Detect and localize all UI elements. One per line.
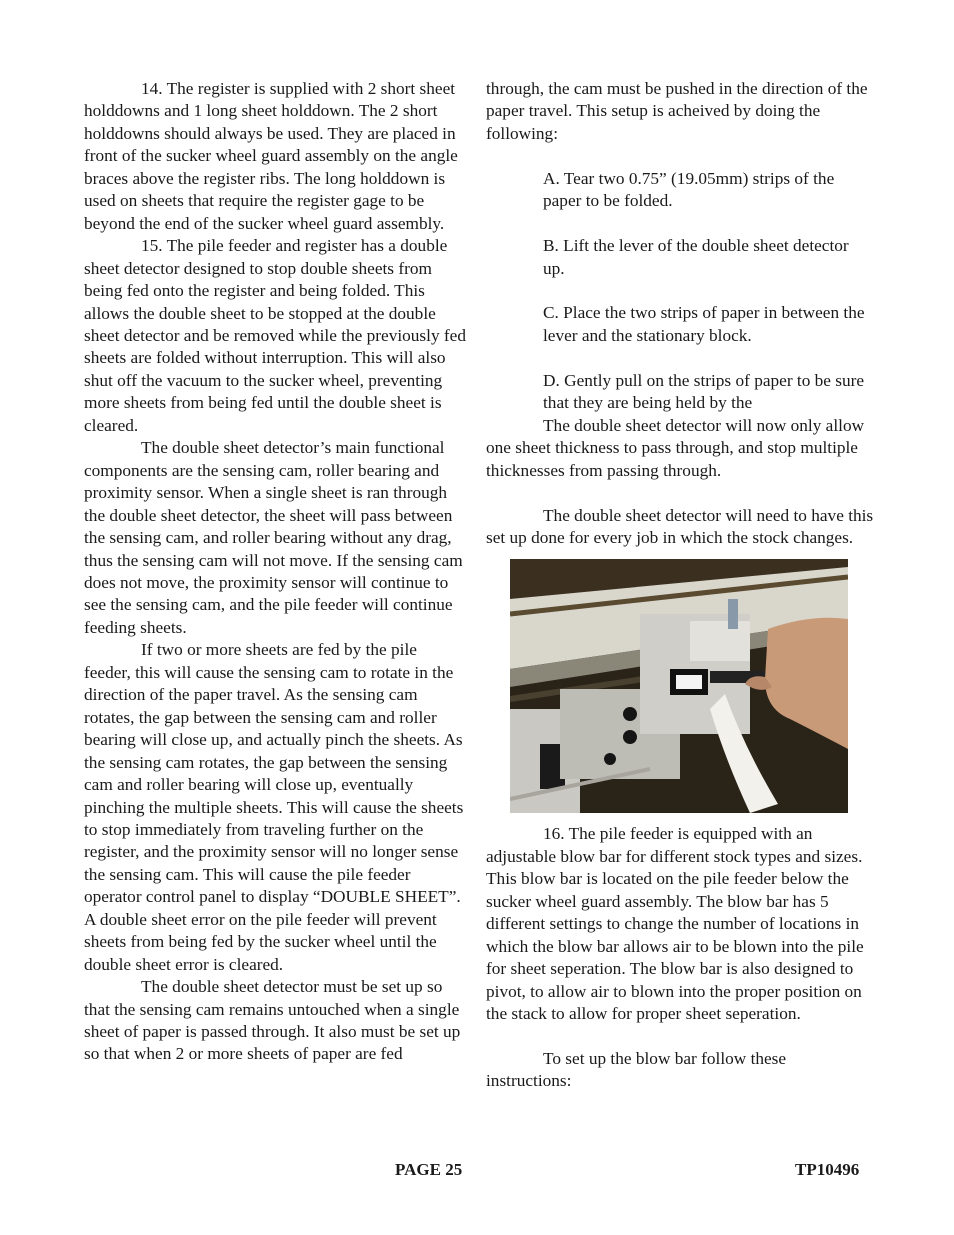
left-paragraph: 14. The register is supplied with 2 short sheet holddowns and 1 long sheet holddown. The 2 short holddowns should always be used. They are placed in front of the sucker wheel guard assembly on the angle braces above the register ribs. The long holddown is used on sheets that require the register gage to be beyond the end of the sucker wheel guard assembly. xyxy=(84,79,458,233)
left-column xyxy=(84,78,468,1066)
left-paragraph: The double sheet detector’s main functional components are the sensing cam, roller bearing and proximity sensor. When a single sheet is ran through the double sheet detector, the sheet will pass between the sensing cam, and roller bearing without any drag, thus the sensing cam will not move. If the sensing cam does not move, the proximity sensor will continue to see the sensing cam, and the pile feeder will continue feeding sheets. xyxy=(84,438,463,637)
right-top-spacer xyxy=(486,482,874,504)
right-top-paragraph: B. Lift the lever of the double sheet detector up. xyxy=(543,236,849,278)
left-paragraph: If two or more sheets are fed by the pile feeder, this will cause the sensing cam to rotate in the direction of the paper travel. As the sensing cam rotates, the gap between the sensing cam and roller bearing will close up, and actually pinch the sheets. As the sensing cam rotates, the gap between the sensing cam and roller bearing will close up, eventually pinching the multiple sheets. This will cause the sheets to stop immediately from traveling further on the register, and the proximity sensor will no longer sense the sensing cam. This will cause the pile feeder operator control panel to display “DOUBLE SHEET”. A double sheet error on the pile feeder will prevent sheets from being fed by the sucker wheel until the double sheet error is cleared. xyxy=(84,640,464,974)
right-top-spacer xyxy=(486,347,874,369)
right-top-spacer xyxy=(486,145,874,167)
right-bottom-paragraph: 16. The pile feeder is equipped with an adjustable blow bar for different stock types and sizes. This blow bar is located on the pile feeder below the sucker wheel guard assembly. The blow bar has 5 different settings to change the number of locations in which the blow bar allows air to be blown into the pile for sheet seperation. The blow bar is also designed to pivot, to allow air to blown into the proper position on the stack to allow for proper sheet seperation. xyxy=(486,824,864,1024)
right-top-paragraph: A. Tear two 0.75” (19.05mm) strips of the paper to be folded. xyxy=(543,168,835,211)
right-column-top xyxy=(486,78,874,549)
right-column xyxy=(486,78,874,1093)
right-top-paragraph: C. Place the two strips of paper in between the lever and the stationary block. xyxy=(543,303,865,345)
right-top-spacer xyxy=(486,280,874,302)
left-paragraph: The double sheet detector must be set up so that the sensing cam remains untouched when a single sheet of paper is passed through. It also must be set up so that when 2 or more sheets of paper are fed xyxy=(84,977,461,1064)
right-top-paragraph: through, the cam must be pushed in the direction of the paper travel. This setup is acheived by doing the following: xyxy=(486,79,868,143)
page-number: PAGE 25 xyxy=(395,1160,463,1179)
right-top-spacer xyxy=(486,213,874,235)
photo-illustration xyxy=(510,559,848,813)
right-top-paragraph: The double sheet detector will now only allow one sheet thickness to pass through, and stop multiple thicknesses from passing through. xyxy=(486,415,865,480)
document-id: TP10496 xyxy=(795,1160,860,1179)
right-bottom-paragraph: To set up the blow bar follow these instructions: xyxy=(486,1048,787,1091)
right-top-paragraph: D. Gently pull on the strips of paper to be sure that they are being held by the xyxy=(543,370,865,413)
double-sheet-detector-photo xyxy=(510,559,848,813)
right-column-bottom xyxy=(486,823,874,1092)
left-paragraph: 15. The pile feeder and register has a double sheet detector designed to stop double sheets from being fed onto the register and being folded. This allows the double sheet to be stopped at the double sheet detector and be removed while the previously fed sheets are folded without interruption. This will also shut off the vacuum to the sucker wheel, preventing more sheets from being fed until the double sheet is cleared. xyxy=(84,236,466,435)
right-top-paragraph: The double sheet detector will need to have this set up done for every job in which the stock changes. xyxy=(486,505,874,547)
right-bottom-spacer xyxy=(486,1026,874,1048)
